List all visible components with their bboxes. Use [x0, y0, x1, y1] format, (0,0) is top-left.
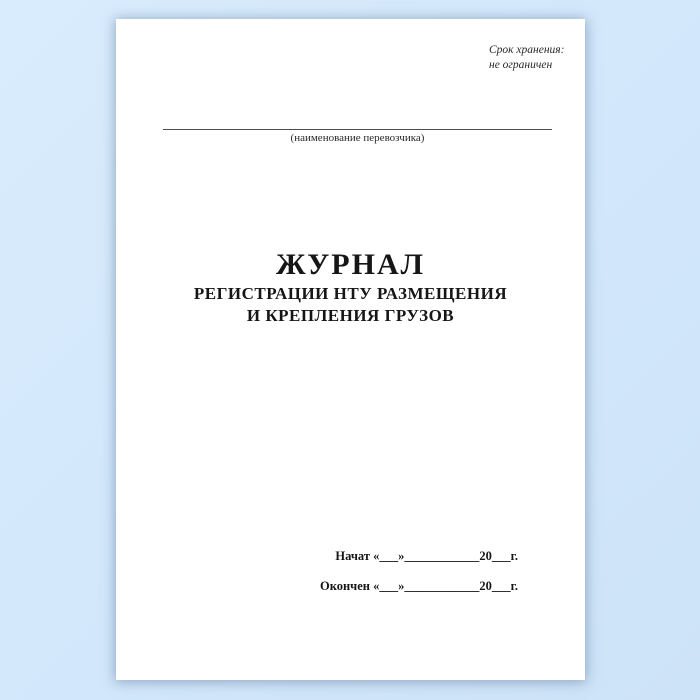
date-finished-field: Окончен «___»____________20___г. — [319, 579, 518, 593]
retention-period-line2: не ограничен — [489, 59, 553, 71]
journal-cover-page — [116, 19, 585, 680]
title-block — [116, 250, 585, 327]
retention-period-line1: Срок хранения: — [489, 44, 565, 56]
date-fields-block — [320, 549, 518, 593]
journal-subtitle-line2: И КРЕПЛЕНИЯ ГРУЗОВ — [246, 306, 455, 325]
date-started-field: Начат «___»____________20___г. — [335, 549, 518, 563]
journal-subtitle-line1: РЕГИСТРАЦИИ НТУ РАЗМЕЩЕНИЯ — [193, 284, 508, 303]
journal-subtitle — [116, 283, 585, 327]
retention-period-note — [489, 43, 564, 73]
carrier-name-caption: (наименование перевозчика) — [290, 132, 425, 144]
carrier-name-blank-line — [163, 99, 552, 130]
journal-title: ЖУРНАЛ — [276, 248, 425, 281]
